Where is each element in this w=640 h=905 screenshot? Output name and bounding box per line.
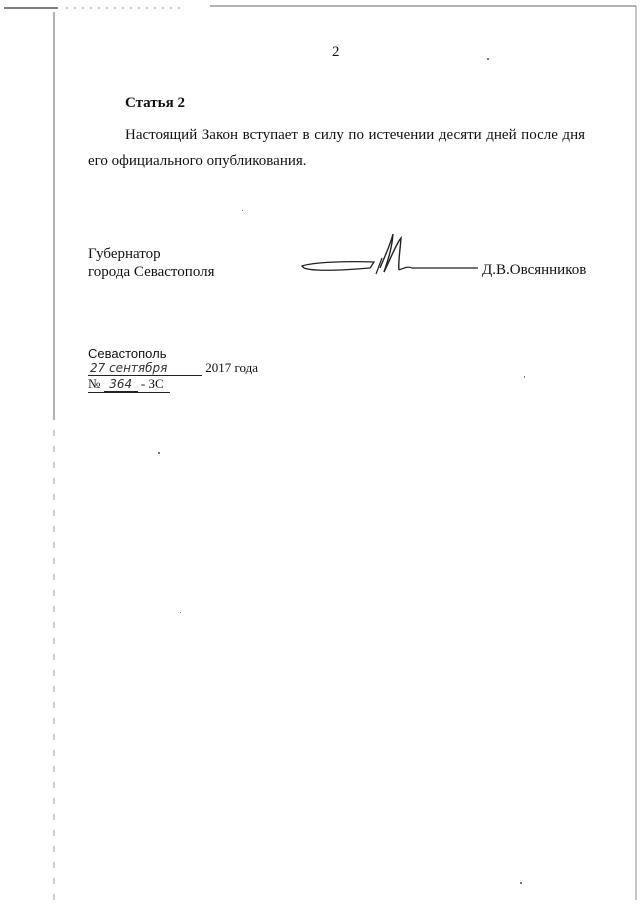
scan-speck: [242, 210, 243, 211]
scan-speck: [524, 376, 525, 378]
scan-speck: [158, 452, 160, 454]
article-paragraph-line-2: его официального опубликования.: [88, 153, 307, 169]
signing-city: Севастополь: [88, 346, 167, 361]
law-number-suffix: - ЗС: [140, 376, 164, 391]
article-paragraph-line-1: Настоящий Закон вступает в силу по истечении десяти дней после дня: [125, 127, 585, 143]
law-number-handwritten: 364: [104, 377, 138, 392]
scan-speck: [487, 58, 489, 60]
handwritten-signature: [300, 228, 480, 284]
signing-date-handwritten: 27 сентября: [88, 361, 202, 376]
law-number-prefix: №: [88, 376, 101, 391]
signer-title-line-1: Губернатор: [88, 246, 161, 262]
scan-speck: [520, 882, 522, 884]
signing-date-suffix: 2017 года: [205, 360, 259, 375]
signer-title-line-2: города Севастополя: [88, 264, 215, 280]
article-title: Статья 2: [125, 95, 185, 111]
scan-speck: [180, 612, 181, 613]
page-number: 2: [332, 44, 340, 60]
signer-name: Д.В.Овсянников: [482, 262, 587, 278]
signing-date-line: [88, 360, 258, 376]
law-number-line: [88, 376, 170, 393]
